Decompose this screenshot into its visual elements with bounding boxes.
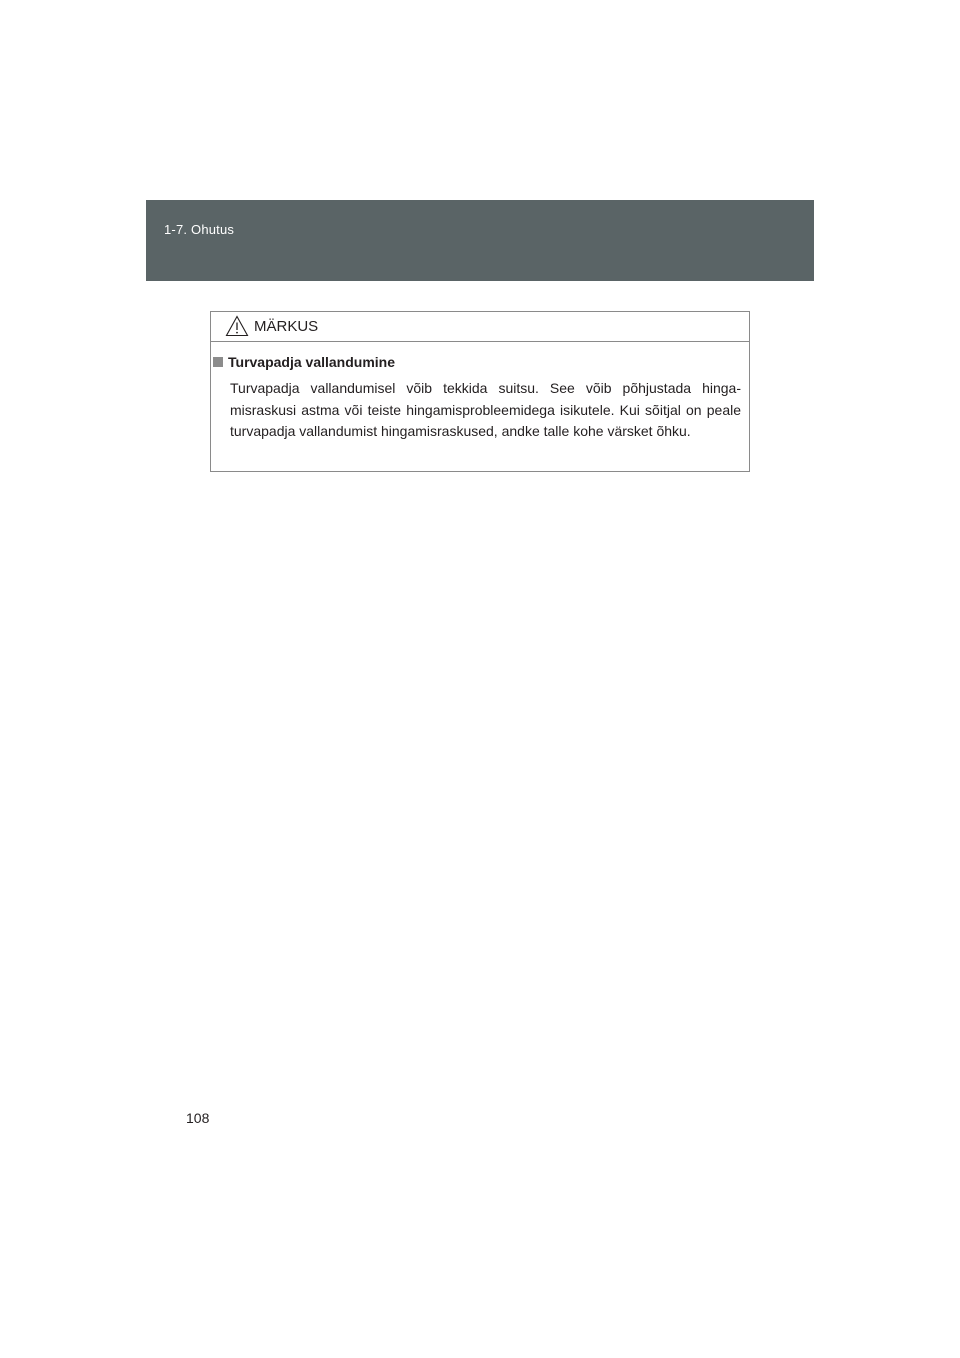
notice-body [211, 342, 749, 443]
section-title: 1-7. Ohutus [164, 222, 235, 237]
notice-item-text: Turvapadja vallandumisel võib tekkida suitsu. See võib põhjustada hinga-misraskusi astma või teiste hingamisprobleemidega isikutele. Kui sõitjal on peale turvapadja vallandumist hingamisraskused, andke talle kohe värsket õhku. [230, 380, 741, 439]
notice-box [210, 311, 750, 472]
warning-triangle-icon [225, 315, 249, 337]
page-number: 108 [186, 1110, 210, 1126]
notice-item-heading-text: Turvapadja vallandumine [228, 354, 396, 370]
chapter-header-band [146, 200, 814, 281]
bullet-square-icon [213, 357, 223, 367]
notice-header [211, 312, 749, 342]
notice-item-heading [213, 352, 741, 372]
notice-title: MÄRKUS [254, 318, 319, 335]
